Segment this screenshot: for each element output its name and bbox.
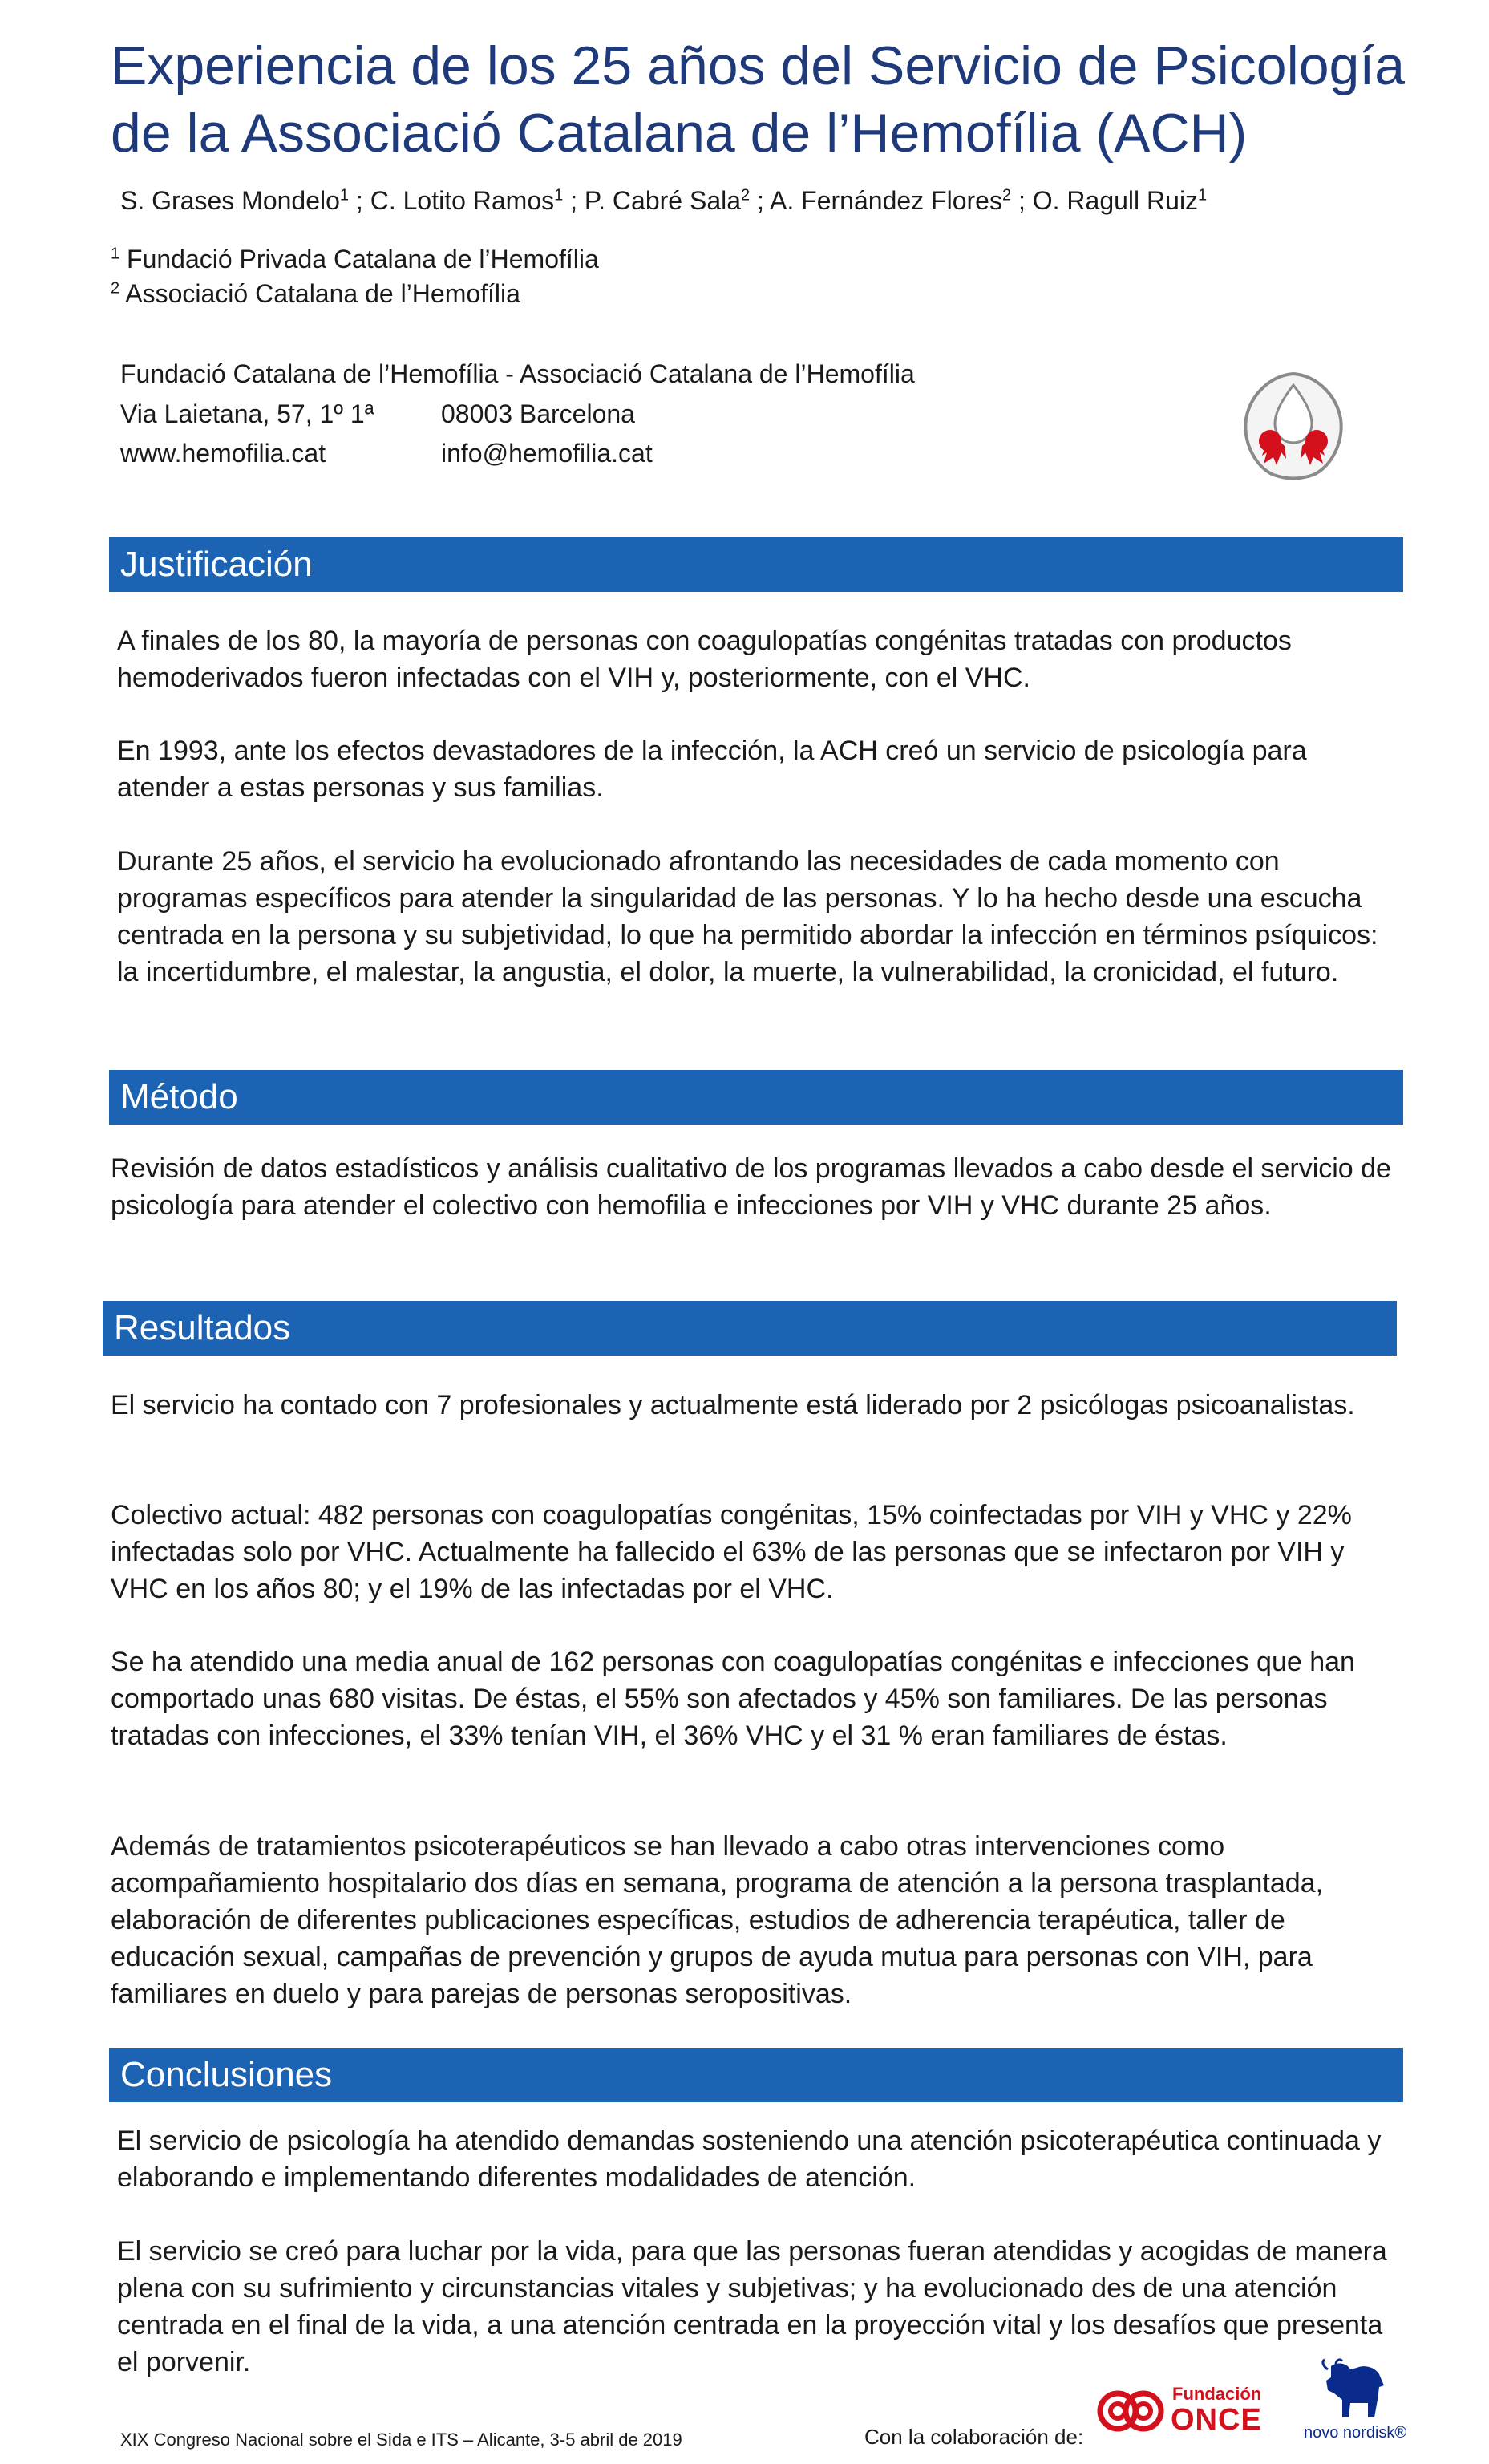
author-affiliation-mark: 1 bbox=[1198, 186, 1208, 205]
contact-website[interactable]: www.hemofilia.cat bbox=[120, 439, 326, 468]
section-header-justificacion: Justificación bbox=[109, 537, 1403, 592]
fundacion-once-logo-icon bbox=[1090, 2376, 1263, 2440]
ach-logo-icon bbox=[1241, 369, 1345, 481]
resultados-paragraph-1: El servicio ha contado con 7 profesionales y actualmente está liderado por 2 psicólogas psicoanalistas. bbox=[111, 1390, 1355, 1420]
novo-nordisk-wordmark: novo nordisk® bbox=[1304, 2424, 1407, 2442]
affiliation-text: Fundació Privada Catalana de l’Hemofília bbox=[127, 245, 599, 274]
affiliation-1 bbox=[111, 245, 599, 274]
affiliation-number: 1 bbox=[111, 245, 120, 263]
affiliation-number: 2 bbox=[111, 279, 120, 298]
affiliation-2 bbox=[111, 279, 520, 309]
author-list: S. Grases Mondelo$^1$ ; C. Lotito Ramos$^1$ ; P. Cabré Sala$^2$ ; A. Fernández Flores$^2$ ; O. Ragull Ruiz$^1$ bbox=[120, 186, 1208, 215]
congress-footer: XIX Congreso Nacional sobre el Sida e ITS – Alicante, 3-5 abril de 2019 bbox=[120, 2430, 682, 2450]
author-name: A. Fernández Flores bbox=[770, 186, 1002, 215]
contact-email[interactable]: info@hemofilia.cat bbox=[441, 439, 653, 468]
contact-postal: 08003 Barcelona bbox=[441, 399, 635, 428]
conclusiones-paragraph-2: El servicio se creó para luchar por la vida, para que las personas fueran atendidas y acogidas de manera plena con su sufrimiento y circunstancias vitales y subjetivas; y ha evolucionado des de una atención centrada en el final de la vida, a una atención centrada en la proyección vital y los desafíos que presenta el porvenir. bbox=[117, 2236, 1387, 2377]
author-name: O. Ragull Ruiz bbox=[1032, 186, 1199, 215]
title-line-1: Experiencia de los 25 años del Servicio de Psicología bbox=[111, 35, 1406, 96]
author-name: P. Cabré Sala bbox=[584, 186, 742, 215]
justificacion-paragraph-1: A finales de los 80, la mayoría de personas con coagulopatías congénitas tratadas con productos hemoderivados fueron infectadas con el VIH y, posteriormente, con el VHC. bbox=[117, 626, 1292, 693]
conclusiones-paragraph-1: El servicio de psicología ha atendido demandas sosteniendo una atención psicoterapéutica continuada y elaborando e implementando diferentes modalidades de atención. bbox=[117, 2126, 1382, 2193]
contact-address: Via Laietana, 57, 1º 1ª bbox=[120, 399, 374, 428]
novo-nordisk-logo bbox=[1299, 2358, 1419, 2446]
metodo-paragraph-1: Revisión de datos estadísticos y análisis cualitativo de los programas llevados a cabo desde el servicio de psicología para atender el colectivo con hemofilia e infecciones por VIH y VHC durante 25 años. bbox=[111, 1153, 1391, 1221]
fundacion-once-line-1: Fundación bbox=[1172, 2384, 1262, 2404]
collaboration-label: Con la colaboración de: bbox=[864, 2425, 1084, 2449]
justificacion-paragraph-2: En 1993, ante los efectos devastadores de la infección, la ACH creó un servicio de psicología para atender a estas personas y sus familias. bbox=[117, 736, 1307, 803]
author-name: S. Grases Mondelo bbox=[120, 186, 340, 215]
novo-nordisk-bull-icon bbox=[1315, 2358, 1395, 2422]
justificacion-paragraph-3: Durante 25 años, el servicio ha evolucionado afrontando las necesidades de cada momento con programas específicos para atender la singularidad de las personas. Y lo ha hecho desde una escucha centrada en la persona y su subjetividad, lo que ha permitido abordar la infección en términos psíquicos: la incertidumbre, el malestar, la angustia, el dolor, la muerte, la vulnerabilidad, la cronicidad, el futuro. bbox=[117, 846, 1378, 987]
author-affiliation-mark: 1 bbox=[339, 186, 350, 205]
resultados-paragraph-2: Colectivo actual: 482 personas con coagulopatías congénitas, 15% coinfectadas por VIH y VHC y 22% infectadas solo por VHC. Actualmente ha fallecido el 63% de las personas que se infectaron por VIH y VHC en los años 80; y el 19% de las infectadas por el VHC. bbox=[111, 1500, 1352, 1604]
section-header-metodo: Método bbox=[109, 1070, 1403, 1125]
author-affiliation-mark: 1 bbox=[554, 186, 564, 205]
affiliation-text: Associació Catalana de l’Hemofília bbox=[125, 279, 520, 308]
contact-organization: Fundació Catalana de l’Hemofília - Associació Catalana de l’Hemofília bbox=[120, 359, 915, 388]
fundacion-once-line-2: ONCE bbox=[1171, 2403, 1262, 2437]
author-name: C. Lotito Ramos bbox=[370, 186, 555, 215]
title-line-2: de la Associació Catalana de l’Hemofília (ACH) bbox=[111, 103, 1248, 164]
resultados-paragraph-3: Se ha atendido una media anual de 162 personas con coagulopatías congénitas e infecciones que han comportado unas 680 visitas. De éstas, el 55% son afectados y 45% son familiares. De las personas tratadas con infecciones, el 33% tenían VIH, el 36% VHC y el 31 % eran familiares de éstas. bbox=[111, 1647, 1355, 1751]
poster-title bbox=[111, 32, 1474, 167]
resultados-paragraph-4: Además de tratamientos psicoterapéuticos se han llevado a cabo otras intervenciones como acompañamiento hospitalario dos días en semana, programa de atención a la persona trasplantada, elaboración de diferentes publicaciones específicas, estudios de adherencia terapéutica, taller de educación sexual, campañas de prevención y grupos de ayuda mutua para personas con VIH, para familiares en duelo y para parejas de personas seropositivas. bbox=[111, 1831, 1324, 2009]
section-header-resultados: Resultados bbox=[103, 1301, 1397, 1356]
section-header-conclusiones: Conclusiones bbox=[109, 2048, 1403, 2102]
author-affiliation-mark: 2 bbox=[741, 186, 751, 205]
author-affiliation-mark: 2 bbox=[1001, 186, 1012, 205]
